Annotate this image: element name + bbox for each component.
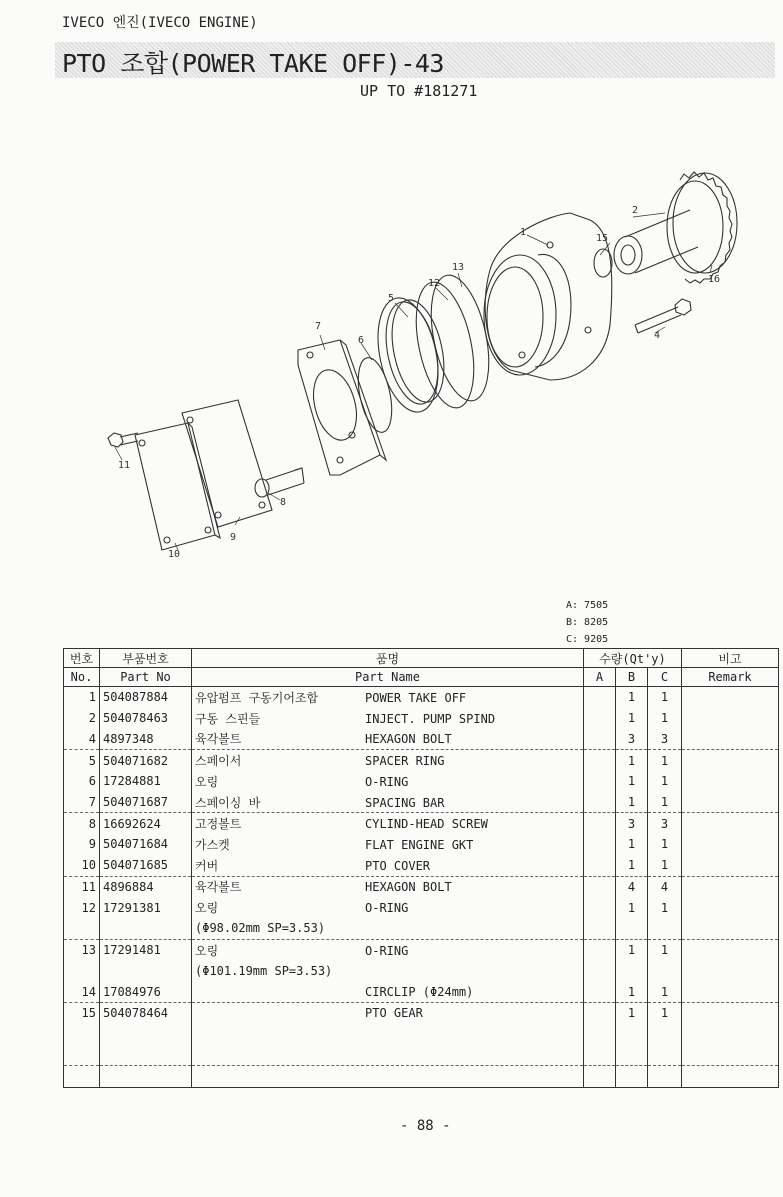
- qty-b: 1: [616, 687, 648, 708]
- gasket-part-9: [182, 400, 272, 527]
- header-a: A: [584, 668, 616, 687]
- item-no: [64, 1066, 100, 1088]
- qty-b: 1: [616, 750, 648, 771]
- table-row: [64, 918, 779, 939]
- item-no: [64, 1024, 100, 1045]
- part-name-ko: 가스켓: [195, 837, 230, 852]
- table-row: [64, 960, 779, 981]
- qty-c: 1: [648, 708, 682, 729]
- part-name-cell: [192, 960, 584, 981]
- remark: [682, 918, 779, 939]
- part-name-cell: [192, 918, 584, 939]
- callout-5: 5: [388, 293, 395, 304]
- header-b: B: [616, 668, 648, 687]
- pto-gear-part: [667, 172, 737, 283]
- qty-b: 3: [616, 728, 648, 749]
- part-name-en: FLAT ENGINE GKT: [365, 837, 474, 852]
- part-number: 504071682: [100, 750, 192, 771]
- item-no: 7: [64, 792, 100, 813]
- part-name-cell: [192, 834, 584, 855]
- part-number: 4897348: [100, 728, 192, 749]
- part-name-cell: [192, 687, 584, 708]
- part-name-cell: [192, 981, 584, 1002]
- qty-c: 3: [648, 813, 682, 834]
- remark: [682, 1024, 779, 1045]
- qty-a: [584, 728, 616, 749]
- qty-c: 1: [648, 792, 682, 813]
- part-name-en: PTO COVER: [365, 858, 431, 873]
- part-name-en: O-RING: [365, 943, 409, 958]
- qty-b: [616, 1024, 648, 1045]
- table-row: [64, 834, 779, 855]
- qty-a: [584, 1024, 616, 1045]
- part-number: [100, 1066, 192, 1088]
- callout-2: 2: [632, 205, 639, 216]
- part-name-en: POWER TAKE OFF: [365, 690, 467, 705]
- qty-b: 1: [616, 792, 648, 813]
- part-name-cell: [192, 1044, 584, 1065]
- cover-part-10: [135, 423, 220, 550]
- qty-b: [616, 960, 648, 981]
- screw-part-8: [255, 468, 304, 497]
- part-number: 17284881: [100, 771, 192, 792]
- part-name-ko: 스페이싱 바: [195, 795, 261, 810]
- remark: [682, 876, 779, 897]
- header-no-ko: 번호: [64, 649, 100, 668]
- item-no: 5: [64, 750, 100, 771]
- callout-4: 4: [654, 330, 661, 341]
- part-number: [100, 960, 192, 981]
- part-name-cell: [192, 1002, 584, 1023]
- part-name-ko: (Φ98.02mm SP=3.53): [195, 921, 326, 936]
- qty-c: [648, 918, 682, 939]
- part-name-cell: [192, 708, 584, 729]
- part-number: 504078464: [100, 1002, 192, 1023]
- table-row: [64, 981, 779, 1002]
- exploded-view-diagram: [90, 155, 750, 575]
- header-part-en: Part No: [100, 668, 192, 687]
- remark: [682, 687, 779, 708]
- qty-c: 1: [648, 750, 682, 771]
- qty-c: 1: [648, 897, 682, 918]
- item-no: 4: [64, 728, 100, 749]
- part-name-cell: [192, 792, 584, 813]
- part-name-en: HEXAGON BOLT: [365, 732, 452, 747]
- qty-b: 3: [616, 813, 648, 834]
- qty-a: [584, 876, 616, 897]
- remark: [682, 1066, 779, 1088]
- spindle-part: [614, 210, 698, 274]
- qty-a: [584, 813, 616, 834]
- qty-a: [584, 960, 616, 981]
- callout-11: 11: [118, 460, 131, 471]
- remark: [682, 728, 779, 749]
- part-name-ko: 커버: [195, 858, 219, 873]
- part-number: 504071687: [100, 792, 192, 813]
- qty-a: [584, 855, 616, 876]
- table-row: [64, 1002, 779, 1023]
- qty-a: [584, 939, 616, 960]
- table-row: [64, 728, 779, 749]
- table-row: [64, 1044, 779, 1065]
- item-no: 13: [64, 939, 100, 960]
- item-no: 12: [64, 897, 100, 918]
- qty-c: [648, 960, 682, 981]
- item-no: 1: [64, 687, 100, 708]
- part-name-ko: (Φ101.19mm SP=3.53): [195, 963, 333, 978]
- part-number: 17291481: [100, 939, 192, 960]
- remark: [682, 813, 779, 834]
- qty-c: [648, 1024, 682, 1045]
- remark: [682, 708, 779, 729]
- part-number: 504087884: [100, 687, 192, 708]
- part-number: 4896884: [100, 876, 192, 897]
- header-no-en: No.: [64, 668, 100, 687]
- qty-c: 1: [648, 939, 682, 960]
- header-c: C: [648, 668, 682, 687]
- part-name-en: INJECT. PUMP SPIND: [365, 711, 496, 726]
- qty-b: 1: [616, 897, 648, 918]
- table-row: [64, 813, 779, 834]
- part-name-en: PTO GEAR: [365, 1006, 423, 1021]
- remark: [682, 939, 779, 960]
- part-name-cell: [192, 728, 584, 749]
- item-no: 2: [64, 708, 100, 729]
- callout-12: 12: [428, 278, 441, 289]
- remark: [682, 981, 779, 1002]
- table-row: [64, 1066, 779, 1088]
- part-number: 17291381: [100, 897, 192, 918]
- qty-b: [616, 918, 648, 939]
- part-name-ko: 육각볼트: [195, 732, 242, 747]
- qty-a: [584, 708, 616, 729]
- qty-a: [584, 771, 616, 792]
- qty-a: [584, 1002, 616, 1023]
- part-name-cell: [192, 855, 584, 876]
- header-name-ko: 품명: [192, 649, 584, 668]
- qty-a: [584, 834, 616, 855]
- table-row: [64, 687, 779, 708]
- callout-8: 8: [280, 497, 287, 508]
- part-name-cell: [192, 939, 584, 960]
- qty-c: 4: [648, 876, 682, 897]
- part-name-en: O-RING: [365, 901, 409, 916]
- item-no: 8: [64, 813, 100, 834]
- qty-a: [584, 918, 616, 939]
- item-no: 10: [64, 855, 100, 876]
- brand-line: IVECO 엔진(IVECO ENGINE): [62, 15, 258, 31]
- part-number: 17084976: [100, 981, 192, 1002]
- table-row: [64, 750, 779, 771]
- part-name-cell: [192, 813, 584, 834]
- qty-b: 4: [616, 876, 648, 897]
- qty-b: 1: [616, 771, 648, 792]
- callout-10: 10: [168, 549, 181, 560]
- qty-b: [616, 1044, 648, 1065]
- part-name-cell: [192, 1066, 584, 1088]
- qty-c: 1: [648, 834, 682, 855]
- part-number: 504071684: [100, 834, 192, 855]
- header-remark-ko: 비고: [682, 649, 779, 668]
- item-no: 9: [64, 834, 100, 855]
- remark: [682, 834, 779, 855]
- part-number: [100, 918, 192, 939]
- table-row: [64, 939, 779, 960]
- remark: [682, 771, 779, 792]
- part-name-cell: [192, 876, 584, 897]
- qty-c: 3: [648, 728, 682, 749]
- header-remark-en: Remark: [682, 668, 779, 687]
- remark: [682, 792, 779, 813]
- qty-a: [584, 687, 616, 708]
- part-name-en: O-RING: [365, 774, 409, 789]
- part-name-ko: 유압펌프 구동기어조합: [195, 690, 319, 705]
- table-row: [64, 708, 779, 729]
- remark: [682, 1002, 779, 1023]
- header-part-ko: 부품번호: [100, 649, 192, 668]
- pto-housing-part: [484, 213, 612, 380]
- part-name-ko: 육각볼트: [195, 880, 242, 895]
- qty-c: 1: [648, 771, 682, 792]
- part-name-ko: 오링: [195, 901, 219, 916]
- remark: [682, 1044, 779, 1065]
- part-number: 16692624: [100, 813, 192, 834]
- qty-b: 1: [616, 708, 648, 729]
- part-name-ko: 구동 스핀들: [195, 711, 261, 726]
- qty-b: [616, 1066, 648, 1088]
- part-name-en: CIRCLIP (Φ24mm): [365, 984, 474, 999]
- qty-a: [584, 981, 616, 1002]
- callout-15: 15: [596, 233, 609, 244]
- part-name-cell: [192, 1024, 584, 1045]
- header-name-en: Part Name: [192, 668, 584, 687]
- qty-c: 1: [648, 687, 682, 708]
- parts-table: [63, 648, 779, 1088]
- callout-6: 6: [358, 335, 365, 346]
- table-row: [64, 771, 779, 792]
- qty-b: 1: [616, 939, 648, 960]
- serial-range: UP TO #181271: [360, 82, 478, 100]
- item-no: 11: [64, 876, 100, 897]
- item-no: 15: [64, 1002, 100, 1023]
- item-no: 14: [64, 981, 100, 1002]
- part-number: [100, 1044, 192, 1065]
- table-row: [64, 1024, 779, 1045]
- qty-a: [584, 750, 616, 771]
- remark: [682, 750, 779, 771]
- item-no: [64, 960, 100, 981]
- part-name-cell: [192, 771, 584, 792]
- qty-c: 1: [648, 981, 682, 1002]
- part-name-en: SPACING BAR: [365, 795, 445, 810]
- part-name-ko: 고정볼트: [195, 817, 242, 832]
- qty-c: 1: [648, 1002, 682, 1023]
- spacing-bar-part: [298, 340, 386, 475]
- table-row: [64, 855, 779, 876]
- hexagon-bolt-part-11: [108, 433, 138, 447]
- page-number: - 88 -: [400, 1118, 451, 1134]
- remark: [682, 897, 779, 918]
- part-name-ko: 오링: [195, 774, 219, 789]
- part-name-en: HEXAGON BOLT: [365, 880, 452, 895]
- spacer-ring-part: [369, 292, 453, 417]
- qty-b: 1: [616, 834, 648, 855]
- remark: [682, 960, 779, 981]
- qty-a: [584, 792, 616, 813]
- table-row: [64, 792, 779, 813]
- model-b: B: 8205: [566, 617, 609, 628]
- model-c: C: 9205: [566, 634, 609, 645]
- part-name-ko: 스페이서: [195, 754, 242, 769]
- part-name-cell: [192, 750, 584, 771]
- qty-b: 1: [616, 1002, 648, 1023]
- model-a: A: 7505: [566, 600, 609, 611]
- qty-c: [648, 1044, 682, 1065]
- part-name-en: CYLIND-HEAD SCREW: [365, 817, 488, 832]
- qty-a: [584, 1066, 616, 1088]
- item-no: 6: [64, 771, 100, 792]
- qty-c: [648, 1066, 682, 1088]
- item-no: [64, 918, 100, 939]
- table-row: [64, 897, 779, 918]
- qty-a: [584, 1044, 616, 1065]
- part-name-cell: [192, 897, 584, 918]
- callout-1: 1: [520, 227, 527, 238]
- qty-a: [584, 897, 616, 918]
- part-number: [100, 1024, 192, 1045]
- qty-b: 1: [616, 981, 648, 1002]
- callout-13: 13: [452, 262, 465, 273]
- table-row: [64, 876, 779, 897]
- part-name-en: SPACER RING: [365, 754, 445, 769]
- callout-9: 9: [230, 532, 237, 543]
- page-title: PTO 조합(POWER TAKE OFF)-43: [62, 49, 444, 78]
- header-qty: 수량(Qt'y): [584, 649, 682, 668]
- item-no: [64, 1044, 100, 1065]
- part-number: 504071685: [100, 855, 192, 876]
- remark: [682, 855, 779, 876]
- qty-b: 1: [616, 855, 648, 876]
- part-number: 504078463: [100, 708, 192, 729]
- part-name-ko: 오링: [195, 943, 219, 958]
- callout-16: 16: [708, 274, 721, 285]
- callout-7: 7: [315, 321, 322, 332]
- qty-c: 1: [648, 855, 682, 876]
